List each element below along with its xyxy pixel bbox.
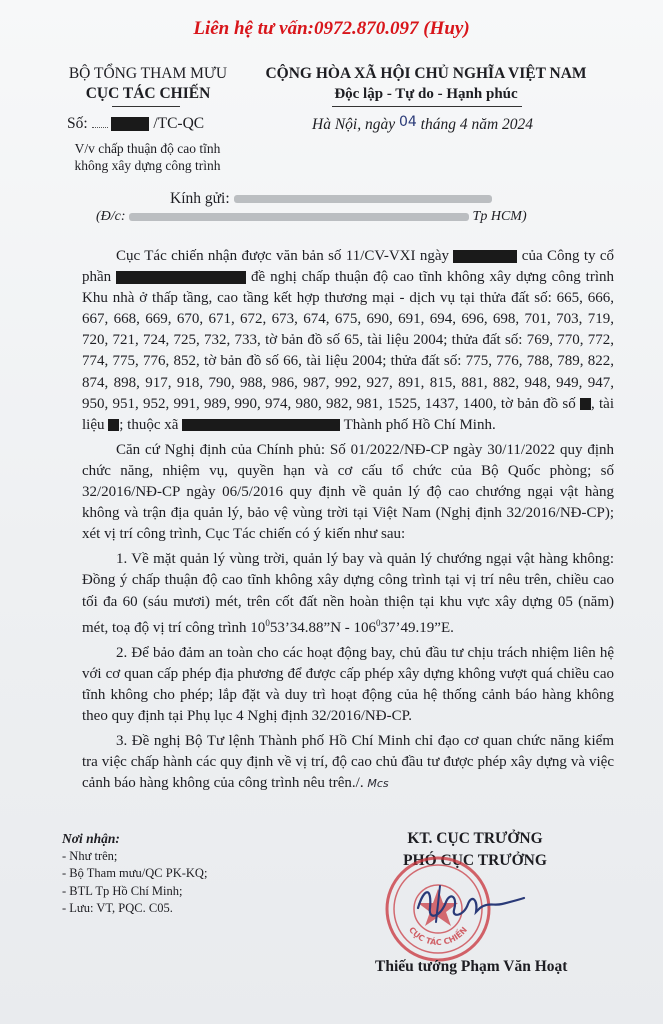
document-body [82, 246, 614, 794]
address-redaction [129, 213, 469, 221]
address-prefix: (Đ/c: [96, 209, 126, 224]
para1-f: Thành phố Hồ Chí Minh. [343, 416, 496, 433]
document-year-redaction [108, 419, 119, 431]
svg-text:CỤC TÁC CHIẾN [407, 925, 469, 947]
country-name: CỘNG HÒA XÃ HỘI CHỦ NGHĨA VIỆT NAM [265, 65, 587, 82]
org-line1: BỘ TỔNG THAM MƯU [68, 65, 228, 82]
para1-e: ; thuộc xã [119, 416, 179, 433]
subject-line [55, 140, 240, 174]
recipient-item: - Như trên; [62, 848, 118, 863]
recipients-title: Nơi nhận: [62, 831, 120, 846]
paragraph-4: 2. Để bảo đảm an toàn cho các hoạt động bay, chủ đầu tư chịu trách nhiệm liên hệ với cơ quan cấp phép địa phương để được cấp phép xây dựng không vượt quá chiều cao tĩnh không cho phép; lắp đặt và duy trì hoạt động của hệ thống cảnh báo hàng không theo quy định tại Phụ lục 4 Nghị định 32/2016/NĐ-CP. [82, 644, 614, 724]
degree-mark: 0 [265, 617, 270, 628]
signature-title2: PHÓ CỤC TRƯỞNG [403, 852, 547, 869]
org-line2: CỤC TÁC CHIẾN [85, 85, 211, 102]
para5-text: 3. Đề nghị Bộ Tư lệnh Thành phố Hồ Chí Minh chỉ đạo cơ quan chức năng kiểm tra việc chấp hành các quy định về vị trí, độ cao chủ đầu tư được phép xây dựng và việc cảnh báo hàng không của công trình nêu trên./. [82, 733, 614, 792]
para1-d: , tài liệu [82, 395, 614, 433]
right-header [256, 64, 596, 104]
contact-banner: Liên hệ tư vấn:0972.870.097 (Huy) [193, 18, 470, 39]
para1-c: đề nghị chấp thuận độ cao tĩnh không xây dựng công trình Khu nhà ở thấp tầng, cao tầng kết hợp thương mại - dịch vụ tại thửa đất số: 665, 666, 667, 668, 669, 670, 671, 672, 673, 674, 675, 690, 691, 694, 696, 698, 701, 703, 719, 720, 721, 724, 725, 732, 733, tờ bản đồ số 65, tài liệu 2004; thửa đất số: 769, 770, 772, 774, 775, 776, 852, tờ bản đồ số 66, tài liệu 2004; thửa đất số: 775, 776, 788, 789, 822, 874, 898, 917, 918, 790, 988, 986, 987, 992, 927, 891, 815, 881, 882, 948, 949, 947, 950, 951, 952, 991, 989, 990, 974, 980, 982, 981, 1525, 1437, 1400, tờ bản đồ số [82, 269, 614, 412]
number-suffix: /TC-QC [153, 115, 205, 132]
subject-line2: không xây dựng công trình [74, 158, 221, 173]
degree-mark: 0 [376, 617, 381, 628]
paragraph-3 [82, 549, 614, 638]
number-redaction [111, 117, 149, 131]
para1-a: Cục Tác chiến nhận được văn bản số 11/CV-VXI ngày [116, 248, 450, 264]
motto: Độc lập - Tự do - Hạnh phúc [334, 86, 518, 102]
address-line [96, 209, 527, 225]
addressee-line [170, 190, 492, 208]
recipient-item: - BTL Tp Hồ Chí Minh; [62, 883, 183, 898]
motto-underline [332, 106, 522, 107]
addressee-redaction [234, 195, 492, 203]
addressee-label: Kính gửi: [170, 190, 230, 207]
recipients-block [62, 830, 207, 918]
number-prefix: Số: [67, 115, 88, 132]
recipient-item: - Lưu: VT, PQC. C05. [62, 901, 173, 915]
signature-title1: KT. CỤC TRƯỞNG [407, 830, 543, 847]
para3-c: 37’49.19”E. [380, 619, 454, 636]
date-redaction [453, 250, 517, 263]
paragraph-1 [82, 246, 614, 436]
paragraph-5 [82, 731, 614, 794]
address-suffix: Tp HCM) [472, 209, 527, 224]
para3-a: 1. Về mặt quản lý vùng trời, quản lý bay và quản lý chướng ngại vật hàng không: Đồng ý chấp thuận độ cao tĩnh không xây dựng công trình tại vị trí nêu trên, chiều cao tối đa 60 (sáu mươi) mét, trên cốt đất nền hoàn thiện tại khu vực xây dựng 05 (năm) mét, toạ độ vị trí công trình 10 [82, 551, 614, 636]
para3-b: 53’34.88”N - 106 [269, 619, 377, 636]
commune-redaction [182, 419, 340, 431]
left-header [48, 64, 248, 104]
recipient-item: - Bộ Tham mưu/QC PK-KQ; [62, 866, 208, 880]
paragraph-2: Căn cứ Nghị định của Chính phủ: Số 01/2022/NĐ-CP ngày 30/11/2022 quy định chức năng, nhiệm vụ, quyền hạn và cơ cấu tổ chức của Bộ Quốc phòng; số 32/2016/NĐ-CP ngày 06/5/2016 quy định về quản lý độ cao chướng ngại vật hàng không và trận địa quản lý, bảo vệ vùng trời tại Việt Nam (Nghị định 32/2016/NĐ-CP); xét vị trí công trình, Cục Tác chiến có ý kiến như sau: [82, 441, 614, 543]
seal-text: CỤC TÁC CHIẾN [407, 925, 469, 948]
date-prefix: Hà Nội, ngày [312, 116, 396, 133]
date-suffix: tháng 4 năm 2024 [420, 116, 534, 133]
map-number-redaction [580, 398, 591, 410]
subject-line1: V/v chấp thuận độ cao tĩnh [74, 141, 221, 156]
initials-mark: Mcs [367, 777, 389, 791]
left-header-rule [112, 106, 180, 107]
para1-b: của Công ty cổ phần [82, 248, 615, 286]
signer-name: Thiếu tướng Phạm Văn Hoạt [375, 958, 568, 975]
company-redaction [116, 271, 246, 284]
date-day-handwritten: 04 [398, 114, 417, 130]
document-number [67, 115, 204, 133]
number-dotted [92, 127, 108, 128]
handwritten-signature [410, 878, 530, 928]
document-date [312, 116, 533, 134]
